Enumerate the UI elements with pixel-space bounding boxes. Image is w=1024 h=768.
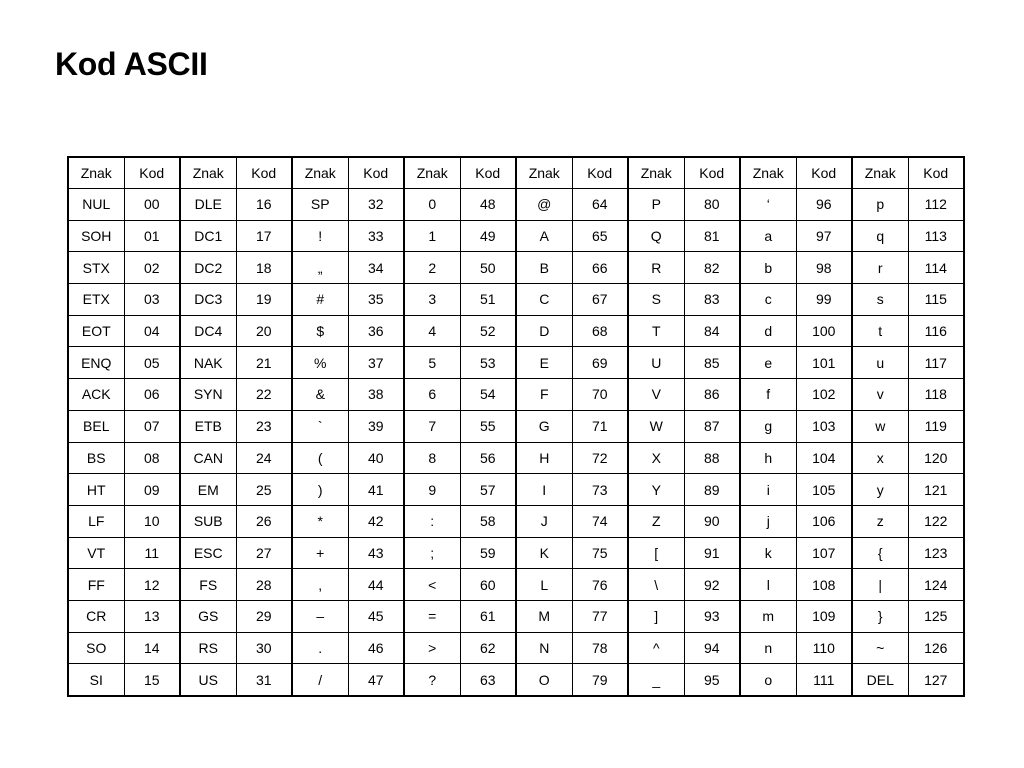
code-cell: 70 xyxy=(572,379,628,411)
code-cell: 02 xyxy=(124,252,180,284)
code-cell: 58 xyxy=(460,505,516,537)
code-cell: 99 xyxy=(796,284,852,316)
char-cell: B xyxy=(516,252,572,284)
char-cell: 9 xyxy=(404,474,460,506)
char-cell: C xyxy=(516,284,572,316)
code-cell: 119 xyxy=(908,410,964,442)
char-cell: E xyxy=(516,347,572,379)
code-cell: 31 xyxy=(236,664,292,696)
char-cell: BEL xyxy=(68,410,124,442)
code-cell: 23 xyxy=(236,410,292,442)
table-row xyxy=(68,410,964,442)
char-cell: FS xyxy=(180,569,236,601)
code-cell: 06 xyxy=(124,379,180,411)
char-cell: DC1 xyxy=(180,220,236,252)
code-cell: 122 xyxy=(908,505,964,537)
code-cell: 32 xyxy=(348,189,404,221)
code-cell: 51 xyxy=(460,284,516,316)
code-cell: 74 xyxy=(572,505,628,537)
char-cell: o xyxy=(740,664,796,696)
code-cell: 76 xyxy=(572,569,628,601)
code-cell: 94 xyxy=(684,632,740,664)
char-cell: M xyxy=(516,600,572,632)
char-cell: [ xyxy=(628,537,684,569)
char-cell: ESC xyxy=(180,537,236,569)
char-cell: k xyxy=(740,537,796,569)
code-cell: 126 xyxy=(908,632,964,664)
char-cell: EOT xyxy=(68,315,124,347)
column-header-kod: Kod xyxy=(572,157,628,189)
char-cell: ~ xyxy=(852,632,908,664)
code-cell: 87 xyxy=(684,410,740,442)
char-cell: V xyxy=(628,379,684,411)
char-cell: * xyxy=(292,505,348,537)
code-cell: 04 xyxy=(124,315,180,347)
char-cell: T xyxy=(628,315,684,347)
code-cell: 40 xyxy=(348,442,404,474)
char-cell: CAN xyxy=(180,442,236,474)
char-cell: Q xyxy=(628,220,684,252)
code-cell: 95 xyxy=(684,664,740,696)
char-cell: U xyxy=(628,347,684,379)
char-cell: } xyxy=(852,600,908,632)
code-cell: 08 xyxy=(124,442,180,474)
code-cell: 57 xyxy=(460,474,516,506)
char-cell: s xyxy=(852,284,908,316)
char-cell: X xyxy=(628,442,684,474)
column-header-kod: Kod xyxy=(124,157,180,189)
code-cell: 84 xyxy=(684,315,740,347)
code-cell: 38 xyxy=(348,379,404,411)
code-cell: 25 xyxy=(236,474,292,506)
char-cell: ENQ xyxy=(68,347,124,379)
char-cell: i xyxy=(740,474,796,506)
column-header-kod: Kod xyxy=(236,157,292,189)
code-cell: 26 xyxy=(236,505,292,537)
code-cell: 93 xyxy=(684,600,740,632)
char-cell: K xyxy=(516,537,572,569)
char-cell: ETX xyxy=(68,284,124,316)
code-cell: 114 xyxy=(908,252,964,284)
char-cell: a xyxy=(740,220,796,252)
code-cell: 17 xyxy=(236,220,292,252)
char-cell: m xyxy=(740,600,796,632)
table-row xyxy=(68,379,964,411)
code-cell: 64 xyxy=(572,189,628,221)
char-cell: { xyxy=(852,537,908,569)
code-cell: 115 xyxy=(908,284,964,316)
char-cell: d xyxy=(740,315,796,347)
code-cell: 127 xyxy=(908,664,964,696)
char-cell: q xyxy=(852,220,908,252)
char-cell: I xyxy=(516,474,572,506)
code-cell: 96 xyxy=(796,189,852,221)
code-cell: 63 xyxy=(460,664,516,696)
code-cell: 15 xyxy=(124,664,180,696)
code-cell: 01 xyxy=(124,220,180,252)
code-cell: 125 xyxy=(908,600,964,632)
char-cell: b xyxy=(740,252,796,284)
code-cell: 33 xyxy=(348,220,404,252)
char-cell: D xyxy=(516,315,572,347)
column-header-znak: Znak xyxy=(628,157,684,189)
code-cell: 21 xyxy=(236,347,292,379)
code-cell: 55 xyxy=(460,410,516,442)
code-cell: 45 xyxy=(348,600,404,632)
table-row xyxy=(68,284,964,316)
code-cell: 46 xyxy=(348,632,404,664)
char-cell: e xyxy=(740,347,796,379)
char-cell: Y xyxy=(628,474,684,506)
code-cell: 03 xyxy=(124,284,180,316)
char-cell: DC3 xyxy=(180,284,236,316)
char-cell: ) xyxy=(292,474,348,506)
code-cell: 30 xyxy=(236,632,292,664)
code-cell: 121 xyxy=(908,474,964,506)
code-cell: 53 xyxy=(460,347,516,379)
code-cell: 89 xyxy=(684,474,740,506)
char-cell: ETB xyxy=(180,410,236,442)
code-cell: 67 xyxy=(572,284,628,316)
char-cell: RS xyxy=(180,632,236,664)
code-cell: 79 xyxy=(572,664,628,696)
column-header-kod: Kod xyxy=(908,157,964,189)
code-cell: 22 xyxy=(236,379,292,411)
code-cell: 44 xyxy=(348,569,404,601)
char-cell: r xyxy=(852,252,908,284)
code-cell: 66 xyxy=(572,252,628,284)
char-cell: 5 xyxy=(404,347,460,379)
code-cell: 107 xyxy=(796,537,852,569)
char-cell: % xyxy=(292,347,348,379)
code-cell: 35 xyxy=(348,284,404,316)
char-cell: HT xyxy=(68,474,124,506)
code-cell: 19 xyxy=(236,284,292,316)
table-row xyxy=(68,315,964,347)
char-cell: US xyxy=(180,664,236,696)
code-cell: 123 xyxy=(908,537,964,569)
char-cell: R xyxy=(628,252,684,284)
char-cell: _ xyxy=(628,664,684,696)
char-cell: $ xyxy=(292,315,348,347)
char-cell: 6 xyxy=(404,379,460,411)
char-cell: ; xyxy=(404,537,460,569)
char-cell: ] xyxy=(628,600,684,632)
code-cell: 00 xyxy=(124,189,180,221)
code-cell: 54 xyxy=(460,379,516,411)
char-cell: l xyxy=(740,569,796,601)
code-cell: 34 xyxy=(348,252,404,284)
code-cell: 116 xyxy=(908,315,964,347)
code-cell: 43 xyxy=(348,537,404,569)
char-cell: n xyxy=(740,632,796,664)
code-cell: 39 xyxy=(348,410,404,442)
column-header-znak: Znak xyxy=(292,157,348,189)
code-cell: 83 xyxy=(684,284,740,316)
char-cell: VT xyxy=(68,537,124,569)
table-row xyxy=(68,474,964,506)
char-cell: | xyxy=(852,569,908,601)
code-cell: 75 xyxy=(572,537,628,569)
char-cell: NAK xyxy=(180,347,236,379)
char-cell: 1 xyxy=(404,220,460,252)
char-cell: J xyxy=(516,505,572,537)
table-row xyxy=(68,347,964,379)
column-header-kod: Kod xyxy=(460,157,516,189)
char-cell: @ xyxy=(516,189,572,221)
column-header-kod: Kod xyxy=(684,157,740,189)
char-cell: , xyxy=(292,569,348,601)
char-cell: > xyxy=(404,632,460,664)
code-cell: 106 xyxy=(796,505,852,537)
code-cell: 117 xyxy=(908,347,964,379)
char-cell: . xyxy=(292,632,348,664)
char-cell: STX xyxy=(68,252,124,284)
code-cell: 77 xyxy=(572,600,628,632)
char-cell: SUB xyxy=(180,505,236,537)
code-cell: 120 xyxy=(908,442,964,474)
table-header-row xyxy=(68,157,964,189)
code-cell: 18 xyxy=(236,252,292,284)
code-cell: 88 xyxy=(684,442,740,474)
code-cell: 59 xyxy=(460,537,516,569)
code-cell: 108 xyxy=(796,569,852,601)
code-cell: 104 xyxy=(796,442,852,474)
char-cell: ACK xyxy=(68,379,124,411)
char-cell: CR xyxy=(68,600,124,632)
table-header xyxy=(68,157,964,189)
code-cell: 72 xyxy=(572,442,628,474)
column-header-znak: Znak xyxy=(404,157,460,189)
code-cell: 85 xyxy=(684,347,740,379)
char-cell: c xyxy=(740,284,796,316)
code-cell: 86 xyxy=(684,379,740,411)
code-cell: 110 xyxy=(796,632,852,664)
table-row xyxy=(68,600,964,632)
table-row xyxy=(68,442,964,474)
char-cell: SI xyxy=(68,664,124,696)
char-cell: y xyxy=(852,474,908,506)
code-cell: 28 xyxy=(236,569,292,601)
code-cell: 49 xyxy=(460,220,516,252)
code-cell: 36 xyxy=(348,315,404,347)
column-header-znak: Znak xyxy=(180,157,236,189)
code-cell: 52 xyxy=(460,315,516,347)
code-cell: 81 xyxy=(684,220,740,252)
char-cell: p xyxy=(852,189,908,221)
char-cell: P xyxy=(628,189,684,221)
char-cell: z xyxy=(852,505,908,537)
code-cell: 07 xyxy=(124,410,180,442)
code-cell: 60 xyxy=(460,569,516,601)
code-cell: 98 xyxy=(796,252,852,284)
char-cell: L xyxy=(516,569,572,601)
char-cell: x xyxy=(852,442,908,474)
column-header-kod: Kod xyxy=(796,157,852,189)
char-cell: G xyxy=(516,410,572,442)
char-cell: g xyxy=(740,410,796,442)
code-cell: 05 xyxy=(124,347,180,379)
char-cell: DC4 xyxy=(180,315,236,347)
table-row xyxy=(68,632,964,664)
char-cell: F xyxy=(516,379,572,411)
code-cell: 56 xyxy=(460,442,516,474)
code-cell: 111 xyxy=(796,664,852,696)
char-cell: ` xyxy=(292,410,348,442)
char-cell: 7 xyxy=(404,410,460,442)
char-cell: 0 xyxy=(404,189,460,221)
char-cell: 3 xyxy=(404,284,460,316)
char-cell: LF xyxy=(68,505,124,537)
code-cell: 42 xyxy=(348,505,404,537)
char-cell: FF xyxy=(68,569,124,601)
char-cell: / xyxy=(292,664,348,696)
code-cell: 101 xyxy=(796,347,852,379)
char-cell: BS xyxy=(68,442,124,474)
code-cell: 73 xyxy=(572,474,628,506)
char-cell: 4 xyxy=(404,315,460,347)
char-cell: \ xyxy=(628,569,684,601)
code-cell: 50 xyxy=(460,252,516,284)
char-cell: ? xyxy=(404,664,460,696)
code-cell: 105 xyxy=(796,474,852,506)
code-cell: 124 xyxy=(908,569,964,601)
code-cell: 69 xyxy=(572,347,628,379)
char-cell: ( xyxy=(292,442,348,474)
table-row xyxy=(68,664,964,696)
column-header-znak: Znak xyxy=(852,157,908,189)
code-cell: 61 xyxy=(460,600,516,632)
code-cell: 68 xyxy=(572,315,628,347)
table-body xyxy=(68,189,964,697)
code-cell: 91 xyxy=(684,537,740,569)
code-cell: 27 xyxy=(236,537,292,569)
char-cell: 2 xyxy=(404,252,460,284)
column-header-kod: Kod xyxy=(348,157,404,189)
code-cell: 71 xyxy=(572,410,628,442)
char-cell: Z xyxy=(628,505,684,537)
char-cell: O xyxy=(516,664,572,696)
char-cell: NUL xyxy=(68,189,124,221)
table-row xyxy=(68,189,964,221)
column-header-znak: Znak xyxy=(740,157,796,189)
char-cell: GS xyxy=(180,600,236,632)
code-cell: 37 xyxy=(348,347,404,379)
code-cell: 12 xyxy=(124,569,180,601)
column-header-znak: Znak xyxy=(68,157,124,189)
code-cell: 118 xyxy=(908,379,964,411)
code-cell: 113 xyxy=(908,220,964,252)
code-cell: 109 xyxy=(796,600,852,632)
char-cell: w xyxy=(852,410,908,442)
char-cell: S xyxy=(628,284,684,316)
char-cell: ! xyxy=(292,220,348,252)
char-cell: SOH xyxy=(68,220,124,252)
code-cell: 10 xyxy=(124,505,180,537)
column-header-znak: Znak xyxy=(516,157,572,189)
char-cell: + xyxy=(292,537,348,569)
code-cell: 100 xyxy=(796,315,852,347)
char-cell: # xyxy=(292,284,348,316)
table-row xyxy=(68,569,964,601)
code-cell: 103 xyxy=(796,410,852,442)
table-row xyxy=(68,537,964,569)
code-cell: 65 xyxy=(572,220,628,252)
code-cell: 20 xyxy=(236,315,292,347)
char-cell: ‘ xyxy=(740,189,796,221)
char-cell: SYN xyxy=(180,379,236,411)
code-cell: 41 xyxy=(348,474,404,506)
table-row xyxy=(68,220,964,252)
slide-title: Kod ASCII xyxy=(55,46,208,82)
char-cell: „ xyxy=(292,252,348,284)
char-cell: t xyxy=(852,315,908,347)
char-cell: v xyxy=(852,379,908,411)
char-cell: : xyxy=(404,505,460,537)
char-cell: SO xyxy=(68,632,124,664)
char-cell: DEL xyxy=(852,664,908,696)
code-cell: 14 xyxy=(124,632,180,664)
code-cell: 29 xyxy=(236,600,292,632)
code-cell: 112 xyxy=(908,189,964,221)
code-cell: 102 xyxy=(796,379,852,411)
char-cell: DC2 xyxy=(180,252,236,284)
char-cell: u xyxy=(852,347,908,379)
code-cell: 13 xyxy=(124,600,180,632)
code-cell: 62 xyxy=(460,632,516,664)
char-cell: ^ xyxy=(628,632,684,664)
char-cell: SP xyxy=(292,189,348,221)
code-cell: 92 xyxy=(684,569,740,601)
code-cell: 90 xyxy=(684,505,740,537)
code-cell: 97 xyxy=(796,220,852,252)
code-cell: 11 xyxy=(124,537,180,569)
table-row xyxy=(68,252,964,284)
char-cell: 8 xyxy=(404,442,460,474)
char-cell: – xyxy=(292,600,348,632)
code-cell: 16 xyxy=(236,189,292,221)
code-cell: 24 xyxy=(236,442,292,474)
char-cell: W xyxy=(628,410,684,442)
char-cell: A xyxy=(516,220,572,252)
table-row xyxy=(68,505,964,537)
ascii-code-table xyxy=(67,156,965,697)
code-cell: 80 xyxy=(684,189,740,221)
code-cell: 47 xyxy=(348,664,404,696)
code-cell: 78 xyxy=(572,632,628,664)
char-cell: DLE xyxy=(180,189,236,221)
char-cell: f xyxy=(740,379,796,411)
code-cell: 48 xyxy=(460,189,516,221)
char-cell: h xyxy=(740,442,796,474)
char-cell: EM xyxy=(180,474,236,506)
char-cell: < xyxy=(404,569,460,601)
char-cell: N xyxy=(516,632,572,664)
char-cell: H xyxy=(516,442,572,474)
code-cell: 82 xyxy=(684,252,740,284)
code-cell: 09 xyxy=(124,474,180,506)
char-cell: j xyxy=(740,505,796,537)
char-cell: & xyxy=(292,379,348,411)
char-cell: = xyxy=(404,600,460,632)
